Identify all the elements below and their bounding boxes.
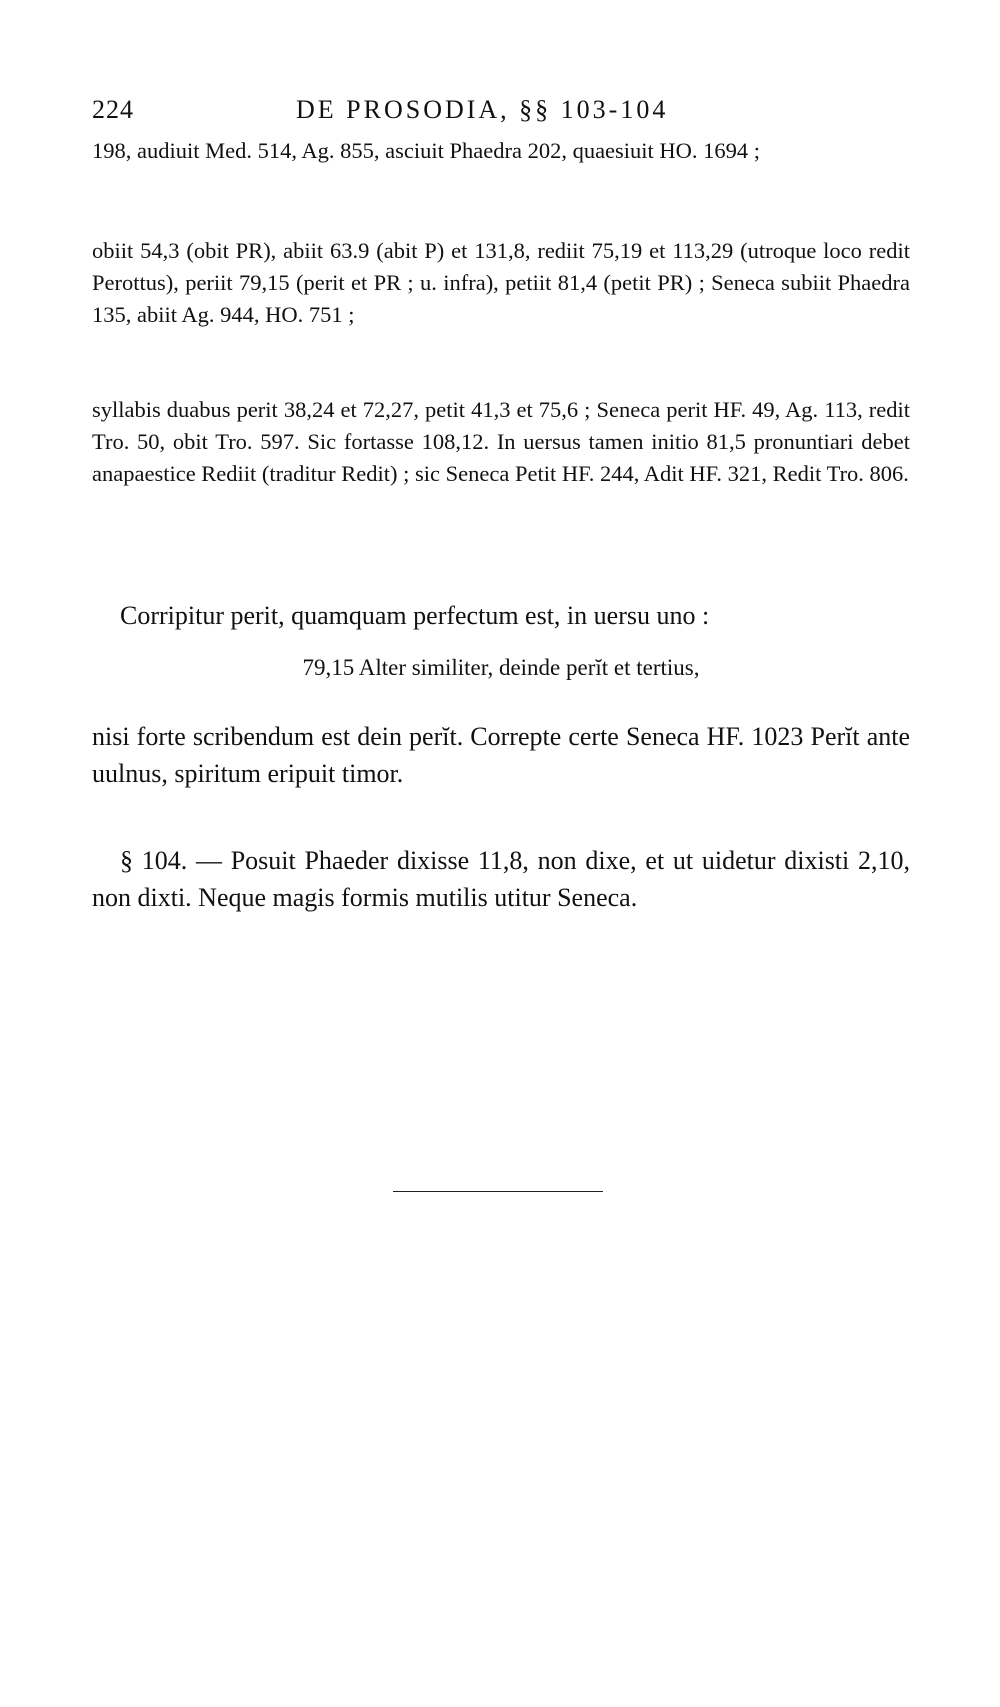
paragraph-text: obiit 54,3 (obit PR), abiit 63.9 (abit P) et 131,8, rediit 75,19 et 113,29 (utroque loco redit Perottus), periit 79,15 (perit et PR ; u. infra), petiit 81,4 (petit PR) ; Seneca subiit Phaedra 135, abiit Ag. 944, HO. 751 ;: [92, 238, 910, 327]
paragraph-text: § 104. — Posuit Phaeder dixisse 11,8, non dixe, et ut uidetur dixisti 2,10, non dixti. Neque magis formis mutilis utitur Seneca.: [92, 846, 910, 912]
paragraph-syllabis: [92, 394, 910, 490]
paragraph-text: syllabis duabus perit 38,24 et 72,27, petit 41,3 et 75,6 ; Seneca perit HF. 49, Ag. 113, redit Tro. 50, obit Tro. 597. Sic fortasse 108,12. In uersus tamen initio 81,5 pronuntiari debet anapaestice Rediit (traditur Redit) ; sic Seneca Petit HF. 244, Adit HF. 321, Redit Tro. 806.: [92, 397, 910, 486]
paragraph-obiit: [92, 235, 910, 331]
end-rule: [393, 1191, 603, 1192]
paragraph-nisi: [92, 718, 910, 792]
paragraph-corripitur: [92, 597, 910, 634]
paragraph-text: Corripitur perit, quamquam perfectum est, in uersu uno :: [120, 601, 710, 630]
verse-text: 79,15 Alter similiter, deinde perĭt et tertius,: [302, 655, 700, 680]
running-head: DE PROSODIA, §§ 103-104: [296, 95, 669, 124]
verse-quotation: [92, 652, 910, 684]
paragraph-section-104: [92, 842, 910, 916]
paragraph-text: 198, audiuit Med. 514, Ag. 855, asciuit Phaedra 202, quaesiuit HO. 1694 ;: [92, 138, 761, 163]
page-number: 224: [92, 95, 134, 124]
paragraph-text: nisi forte scribendum est dein perĭt. Correpte certe Seneca HF. 1023 Perĭt ante uulnus, spiritum eripuit timor.: [92, 722, 910, 788]
paragraph-continuation: [92, 135, 910, 167]
